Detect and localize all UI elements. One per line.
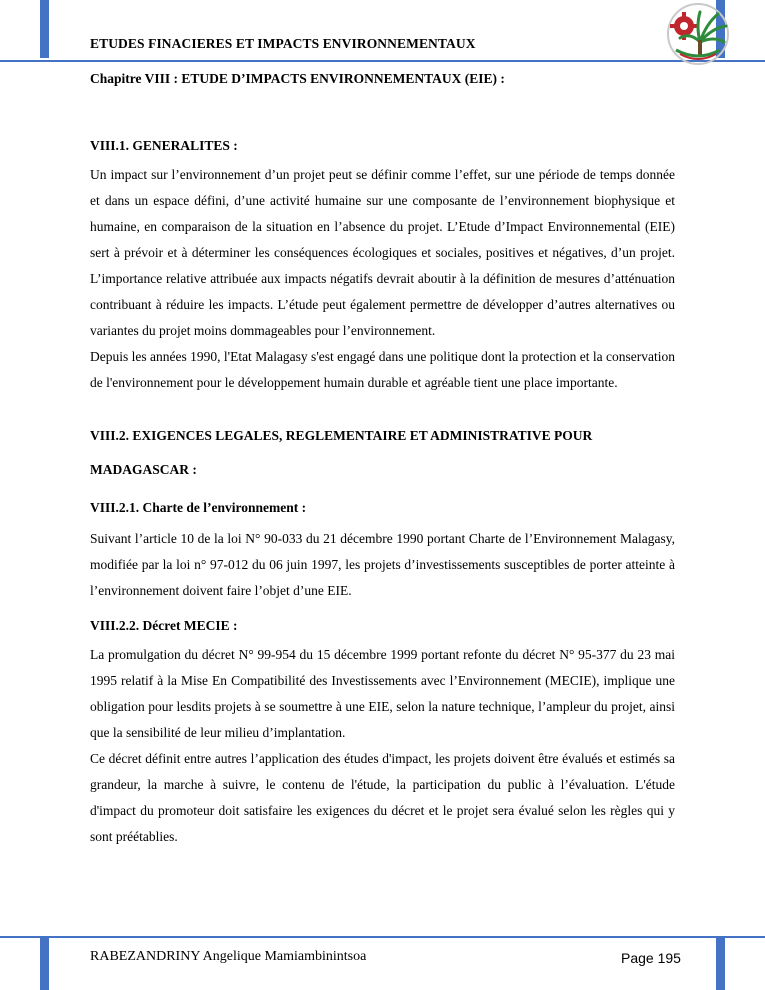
running-header-title: ETUDES FINACIERES ET IMPACTS ENVIRONNEMENTAUX bbox=[90, 36, 476, 51]
page-number: Page 195 bbox=[621, 950, 681, 966]
footer-left-bar bbox=[40, 938, 49, 990]
header-rule bbox=[0, 60, 765, 62]
page-body bbox=[90, 68, 675, 850]
paragraph-malagasy-policy: Depuis les années 1990, l'Etat Malagasy s'est engagé dans une politique dont la protection et la conservation de l'environnement pour le développement humain durable et agréable tient une place importante. bbox=[90, 349, 675, 390]
footer-rule bbox=[0, 936, 765, 938]
paragraph-mecie-promulgation: La promulgation du décret N° 99-954 du 15 décembre 1999 portant refonte du décret N° 95-377 du 23 mai 1995 relatif à la Mise En Compatibilité des Investissements avec l’Environnement (MECIE), implique une obligation pour lesdits projets à se soumettre à une EIE, selon la nature technique, l’ampleur du projet, ainsi que la sensibilité de leur milieu d’implantation. bbox=[90, 647, 675, 740]
chapter-title: Chapitre VIII : ETUDE D’IMPACTS ENVIRONNEMENTAUX (EIE) : bbox=[90, 71, 505, 86]
section-heading-generalites: VIII.1. GENERALITES : bbox=[90, 138, 238, 153]
section-heading-exigences-line2: MADAGASCAR : bbox=[90, 462, 197, 477]
subsection-heading-mecie: VIII.2.2. Décret MECIE : bbox=[90, 618, 238, 633]
footer-author: RABEZANDRINY Angelique Mamiambinintsoa bbox=[90, 949, 367, 964]
paragraph-charte: Suivant l’article 10 de la loi N° 90-033 du 21 décembre 1990 portant Charte de l’Environnement Malagasy, modifiée par la loi n° 97-012 du 06 juin 1997, les projets d’investissements susceptibles de porter atteinte à l’environnement doivent faire l’objet d’une EIE. bbox=[90, 531, 675, 598]
header-left-bar bbox=[40, 0, 49, 58]
footer-right-bar bbox=[716, 938, 725, 990]
subsection-heading-charte: VIII.2.1. Charte de l’environnement : bbox=[90, 500, 307, 515]
gear-and-palm-emblem-icon bbox=[660, 2, 738, 66]
section-heading-exigences-line1: VIII.2. EXIGENCES LEGALES, REGLEMENTAIRE ET ADMINISTRATIVE POUR bbox=[90, 428, 593, 443]
paragraph-mecie-definition: Ce décret définit entre autres l’application des études d'impact, les projets doivent être évalués et estimés sa grandeur, la marche à suivre, le contenu de l'étude, la participation du public à l’évaluation. L'étude d'impact du promoteur doit satisfaire les exigences du décret et le projet sera évalué selon les règles qui y sont préétablies. bbox=[90, 751, 675, 844]
paragraph-impact-definition: Un impact sur l’environnement d’un projet peut se définir comme l’effet, sur une période de temps donnée et dans un espace défini, d’une activité humaine sur une composante de l’environnement biophysique et humaine, en comparaison de la situation en l’absence du projet. L’Etude d’Impact Environnemental (EIE) sert à prévoir et à déterminer les conséquences écologiques et sociales, positives et négatives, d’un projet. L’importance relative attribuée aux impacts négatifs devrait aboutir à la définition de mesures d’atténuation contribuant à réduire les impacts. L’étude peut également permettre de développer d’autres alternatives ou variantes du projet moins dommageables pour l’environnement. bbox=[90, 167, 675, 338]
